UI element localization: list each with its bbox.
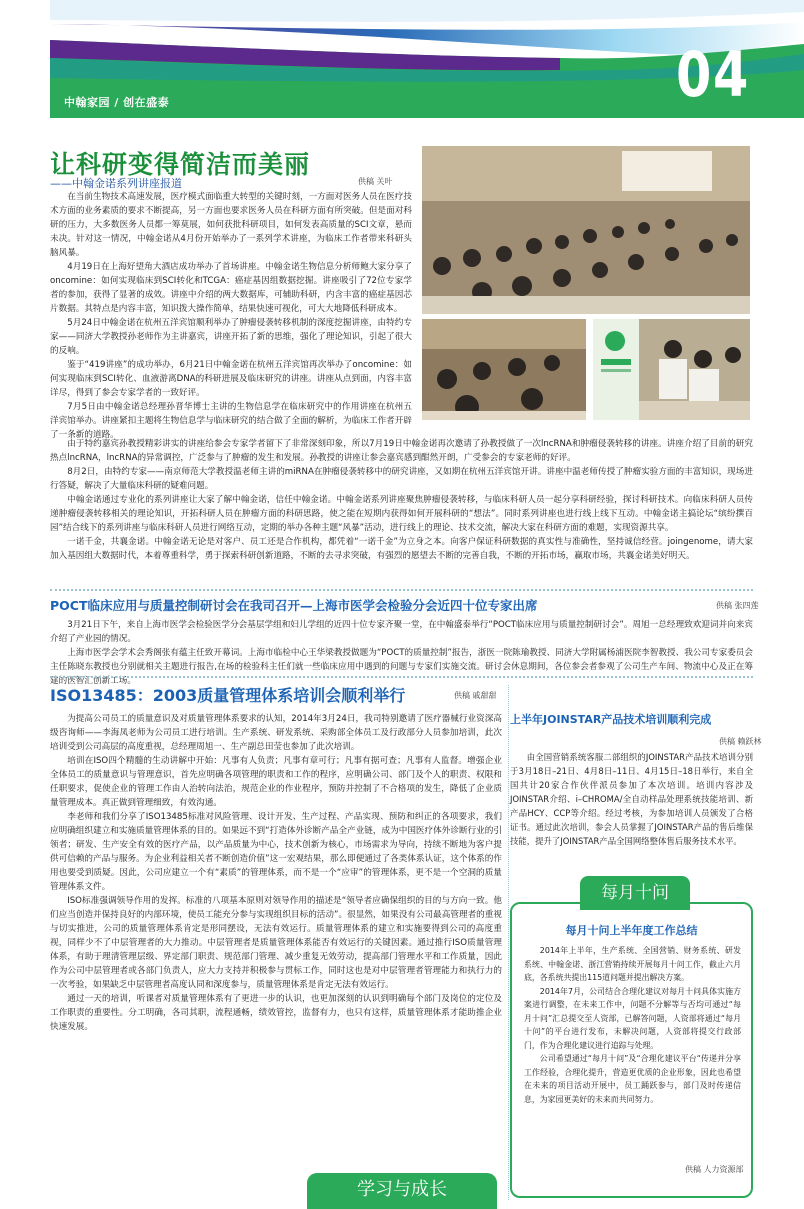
article-2-title: POCT临床应用与质量控制研讨会在我司召开—上海市医学会检验分会近四十位专家出席 — [50, 598, 538, 613]
column-divider — [508, 685, 509, 1200]
article-1-credit: 供稿 关叶 — [358, 177, 393, 186]
article-1-subtitle: ——中翰金诺系列讲座报道 — [50, 177, 182, 190]
article-1-paragraph: 4月19日在上海好望角大酒店成功举办了首场讲座。中翰金诺生物信息分析师鲍大家分享了oncomine：如何实现临床到SCI转化和TCGA：癌症基因组数据挖掘。讲座吸引了72位专家学者的参加，获得了显著的成效。讲座中介绍的两大数据库，可辅助科研，内含丰富的癌症基因芯片数据。其特点是内容丰富，知识拨大操作简单，结果快速可视化，可大大地降低科研成本。 — [50, 262, 412, 314]
article-1-body-full — [50, 437, 753, 563]
section-label: 中翰家园 / 创在盛泰 — [64, 96, 170, 109]
monthly-questions-credit: 供稿 人力资源部 — [685, 1165, 744, 1174]
monthly-questions-title: 每月十问上半年度工作总结 — [565, 924, 698, 937]
article-4-paragraph: 由全国营销系统客服二部组织的JOINSTAR产品技术培训分别于3月18日–21日、4月8日–11日、4月15日–18日举行，来自全国共计20家合作伙伴派员参加了本次培训。培训内容涉及JOINSTAR介绍、i–CHROMA/全自动样品处理系统技能培训、新产品HCY、CCP等介绍。经过考核，为参加培训人员颁发了合格证书。通过此次培训，参会人员掌握了JOINSTAR产品的售后维保技能，提升了JOINSTAR产品全国网络整体售后服务技术水平。 — [510, 752, 753, 846]
page-number: 04 — [676, 38, 751, 111]
monthly-paragraph: 公司希望通过“每月十问”及“合理化建议平台“传递并分享工作经验，合理化提升，营造更优质的企业形象，因此也希望在未来的项目活动开展中，员工踊跃参与，部门及时传递信息，为家园更美好的未来而共同努力。 — [524, 1054, 741, 1104]
article-3-paragraph: ISO标准强调领导作用的发挥。标准的八项基本原则对领导作用的描述是“领导者应确保组织的目的与方向一致。他们应当创造并保持良好的内部环境，使员工能充分参与实现组织目标的活动”。很显然，如果没有公司最高管理者的重视与切实推进，公司的质量管理体系肯定是形同摆设，无法有效运行。质量管理体系的建立和实施要得到公司的高度重视，同样少不了中层管理者的大力推动。中层管理者是质量管理体系能否有效运行的关键因素。通过推行ISO质量管理体系，有助于理清管理层级、界定部门职责、规范部门管理、减少重复无效劳动，提高部门管理水平和工作质量，因此作为公司中层管理者或各部门负责人，应大力支持并积极参与贯标工作，同时这也是对中层管理者管理能力和执行力的一次考验，如果缺乏中层管理者高度认同和深度参与，质量管理体系是肯定无法有效运行。 — [50, 896, 502, 990]
article-1-paragraph: 在当前生物技术高速发展，医疗模式面临重大转型的关键时刻，一方面对医务人员在医疗技术方面的业务素质的要求不断提高，另一方面也要求医务人员在科研方面有所突破。但是面对科研的压力，大多数医务人员都一筹莫展，如何获批科研项目，如何发表高质量的SCI文章，悬而未决。针对这一情况，中翰金诺从4月份开始举办了一系列学术讲座，为临床工作者带来科研头脑风暴。 — [50, 192, 412, 258]
article-3-paragraph: 李老师和我们分享了ISO13485标准对风险管理、设计开发、生产过程、产品实现、预防和纠正的各项要求，我们应明确组织建立和实施质量管理体系的目的。如果远不到“打造体外诊断产品全产业链，成为中国医疗体外诊断行业的引领者；研发、生产安全有效的医疗产品，以产品质量为中心，技术创新为核心，市场需求为导向，持续不断地为客户提供可信赖的产品与服务。为企业利益相关者不断创造价值”这一宏观结果，那么即便通过了各类体系认证，这个体系的作用也要受到质疑。因此，公司应建立一个有“素质”的管理体系，而不是一个“应审”的管理体系，更不是一个空洞的质量管理体系文件。 — [50, 812, 502, 892]
article-1-title: 让科研变得简洁而美丽 — [50, 150, 311, 179]
article-4-credit: 供稿 赖跃林 — [719, 737, 762, 746]
footer-section-tab: 学习与成长 — [307, 1173, 497, 1209]
article-3-paragraph: 通过一天的培训，听课者对质量管理体系有了更进一步的认识，也更加深刻的认识到明确每个部门及岗位的定位及工作职责的重要性。分工明确，各司其职，流程通畅，绩效管控，监督有力，也只有这样，质量管理体系才能助推企业快速发展。 — [50, 994, 502, 1032]
article-1-body-left — [50, 190, 412, 442]
article-3-credit: 供稿 戚甜甜 — [454, 691, 497, 700]
article-1-paragraph: 7月5日由中翰金诺总经理孙晋华博士主讲的生物信息学在临床研究中的作用讲座在杭州五洋宾馆举办。讲座紧扣主题将生物信息学与临床研究的结合做了全面的解析，为临床工作者开辟了一条新的道路。 — [50, 402, 412, 440]
article-1-paragraph: 由于特约嘉宾孙教授精彩讲实的讲座给参会专家学者留下了非常深刻印象，所以7月19日中翰金诺再次邀请了孙教授做了一次lncRNA和肿瘤侵袭转移的讲座。讲座介绍了目前的研究热点lncRNA，lncRNA的异常调控，广泛参与了肿瘤的发生和发展。孙教授的讲座让参会嘉宾感到酣然开朗，广受参会的专家老师的好评。 — [50, 439, 753, 463]
article-4-body — [510, 750, 753, 848]
seminar-participants-photo — [421, 318, 587, 421]
article-4-title: 上半年JOINSTAR产品技术培训顺利完成 — [510, 713, 712, 726]
section-divider — [50, 676, 753, 678]
monthly-questions-body — [524, 944, 741, 1106]
article-1-paragraph: 5月24日中翰金诺在杭州五洋宾馆顺利举办了肿瘤侵袭转移机制的深度挖掘讲座，由特约专家——同济大学教授孙老师作为主讲嘉宾，讲座开拓了新的思维，强化了理论知识，引起了很大的反响。 — [50, 318, 412, 356]
section-divider — [50, 589, 753, 591]
article-2-credit: 供稿 张四莲 — [716, 601, 759, 610]
monthly-paragraph: 2014年7月，公司结合合理化建议对每月十问具体实施方案进行调整，在未来工作中，问题不分解等与否均可通过“每月十问”汇总提交至人资部，已解答问题，人资部将通过“每月十问”的平台进行发布，未解决问题，人资部将提交行政部门，作为合理化建议进行追踪与处理。 — [524, 986, 741, 1050]
article-1-paragraph: 一诺千金，共襄金诺。中翰金诺无论是对客户、员工还是合作机构，都凭着“一诺千金”为立身之本。向客户保证科研数据的真实性与准确性，坚持诚信经营。joingenome，请大家加入基因组大数据时代，本着尊重科学，勇于探索科研创新道路，不断的去寻求突破，有强烈的愿望去不断的完善自我，不断的开拓市场，赢取市场，共襄金诺美好明天。 — [50, 537, 753, 561]
monthly-questions-tab: 每月十问 — [580, 876, 690, 910]
article-1-paragraph: 8月2日，由特约专家——南京师范大学教授温老师主讲的miRNA在肿瘤侵袭转移中的研究讲座，又如期在杭州五洋宾馆开讲。讲座中温老师传授了肿瘤实验方面的丰富知识，现场进行答疑，解决了大量临床科研的疑难问题。 — [50, 467, 753, 491]
monthly-paragraph: 2014年上半年，生产系统、全国营销、财务系统、研发系统、中翰金诺、浙江营销持续开展每月十问工作，截止六月底，各系统共提出115道问题并提出解决方案。 — [524, 946, 741, 982]
article-3-body — [50, 712, 502, 1034]
article-3-paragraph: 为提高公司员工的质量意识及对质量管理体系要求的认知，2014年3月24日，我司特别邀请了医疗器械行业资深高级咨询师——李海凤老师为公司员工进行培训。生产系统、研发系统、采购部全体员工及行政部分人员参加培训，此次培训受到公司高层的高度重视，总经理周旭一、生产副总田莹也参加了此次培训。 — [50, 714, 502, 752]
speaker-with-banner-photo — [592, 318, 751, 421]
article-3-paragraph: 培训在ISO四个精髓的生动讲解中开始：凡事有人负责；凡事有章可行；凡事有据可查；凡事有人监督。增强企业全体员工的质量意识与管理意识，首先应明确各项管理的职责和工作的程序，应明确公司、部门及个人的职责、权限和任职要求，促使企业的管理工作由人治转向法治，规范企业的作业程序，预防并控制了不合格项的发生，降低了企业质量管理成本。真正做到管理细致，有效沟通。 — [50, 756, 502, 808]
article-2-paragraph: 上海市医学会学术会秀阁张有蕴主任致开幕词。上海市临检中心王华梁教授做题为“POCT的质量控制”报告，浙医一院陈瑜教授、同济大学附属杨浦医院李智教授、我公司专家委员会主任陈晓东教授也分别就相关主题进行报告,在场的检验科主任们就一些临床应用中遇到的问题与专家们实施交流。研讨会休息期间，各位参会者参观了公司生产车间、物流中心及正在筹建的医智汇创新工场。 — [50, 648, 753, 686]
article-1-paragraph: 鉴于“419讲座”的成功举办，6月21日中翰金诺在杭州五洋宾馆再次举办了oncomine：如何实现临床到SCI转化、血液游离DNA的科研进展及临床研究的讲座。讲座从点到面，内容丰富详尽，得到了参会专家学者的一致好评。 — [50, 360, 412, 398]
article-1-paragraph: 中翰金诺通过专业化的系列讲座让大家了解中翰金诺，信任中翰金诺。中翰金诺系列讲座聚焦肿瘤侵袭转移，与临床科研人员一起分享科研经验，探讨科研技术。向临床科研人员传递肿瘤侵袭转移相关的理论知识，开拓科研人员在肿瘤方面的科研思路，使之能在短期内获得如何开展科研的“想法”。同时系列讲座也进行线上线下互动。中翰金诺主搞论坛“缤纷撰百园”结合线下的系列讲座与临床科研人员进行网络互动，定期的举办各种主题“风暴”活动，进行线上的理论、技术交流，解决大家在科研方面的难题，实现资源共享。 — [50, 495, 753, 533]
seminar-audience-photo — [421, 145, 751, 315]
article-2-paragraph: 3月21日下午，来自上海市医学会检验医学分会基层学组和妇儿学组的近四十位专家齐聚一堂，在中翰盛泰举行“POCT临床应用与质量控制研讨会”。周旭一总经理致欢迎词并向来宾介绍了产业园的情况。 — [50, 620, 753, 644]
article-3-title: ISO13485：2003质量管理体系培训会顺利举行 — [50, 686, 406, 705]
